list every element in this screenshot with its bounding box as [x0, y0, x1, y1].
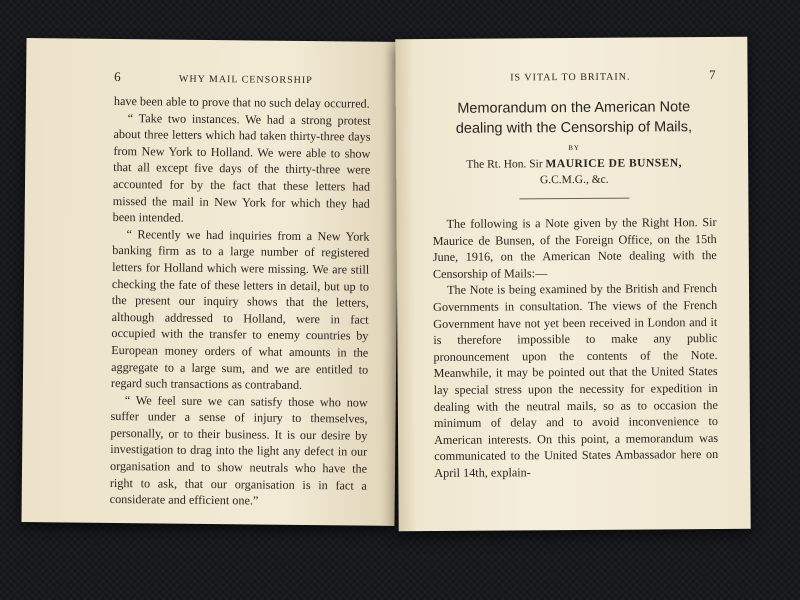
- right-running-head-text: IS VITAL TO BRITAIN.: [510, 71, 631, 84]
- left-body-text: [110, 93, 371, 511]
- memorandum-title-line-1: Memorandum on the American Note: [457, 99, 691, 117]
- left-running-head: [114, 69, 371, 88]
- left-page: [21, 38, 399, 526]
- author-prefix: The Rt. Hon. Sir: [466, 158, 546, 171]
- left-paragraph-2: “ Take two instances. We had a strong protest about three letters which had taken thirty-three days from New York to Holland. We were able to show that all except five days of the thirty-three were accounted for by the fact that these letters had missed the mail in New York for which they had been intended.: [112, 110, 371, 225]
- left-paragraph-1: have been able to prove that no such delay occurred.: [113, 93, 370, 111]
- author-honours: G.C.M.G., &c.: [539, 173, 609, 187]
- left-running-head-text: WHY MAIL CENSORSHIP: [178, 73, 313, 87]
- by-label: BY: [568, 143, 580, 153]
- left-paragraph-3: “ Recently we had inquiries from a New York banking firm as to a large number of registered letters for Holland which were missing. We are still checking the fate of these letters in detail, but up to the present our inquiry shows that the letters, although addressed to Holland, were in fact occupied with the transfer to enemy countries by European money orders of what amounts in the aggregate to a large sum, and we are entitled to regard such transactions as contraband.: [110, 226, 370, 393]
- memorandum-title: [432, 97, 716, 139]
- right-running-head: [431, 67, 715, 85]
- author-block: [432, 155, 716, 189]
- right-page-number: 7: [708, 66, 716, 83]
- right-paragraph-2: The Note is being examined by the British and French Governments in consultation. The views of the French Government have not yet been received in London and it is therefore impossible to make any public pronouncement upon the contents of the Note. Meanwhile, it may be pointed out that the United States lay special stress upon the necessity for expedition in dealing with the neutral mails, so as to occasion the minimum of delay and to avoid inconvenience to American interests. On this point, a memorandum was communicated to the United States Ambassador here on April 14th, explain-: [433, 281, 719, 480]
- divider-rule: [519, 198, 629, 200]
- right-paragraph-1: The following is a Note given by the Right Hon. Sir Maurice de Bunsen, of the Foreign Office, on the 15th June, 1916, on the American Note dealing with the Censorship of Mails:—: [432, 214, 717, 281]
- right-page: [395, 37, 750, 531]
- memorandum-title-line-2: dealing with the Censorship of Mails,: [455, 119, 693, 137]
- left-paragraph-4: “ We feel sure we can satisfy those who now suffer under a sense of injury to themselves, personally, or to their business. It is our desire by investigation to drag into the light any defect in our organisation and to show neutrals who have the right to ask, that our organisation is in fact a considerate and efficient one.”: [109, 392, 368, 508]
- author-name: MAURICE DE BUNSEN,: [545, 157, 683, 171]
- left-page-number: 6: [114, 68, 121, 85]
- right-body-text: [433, 214, 719, 481]
